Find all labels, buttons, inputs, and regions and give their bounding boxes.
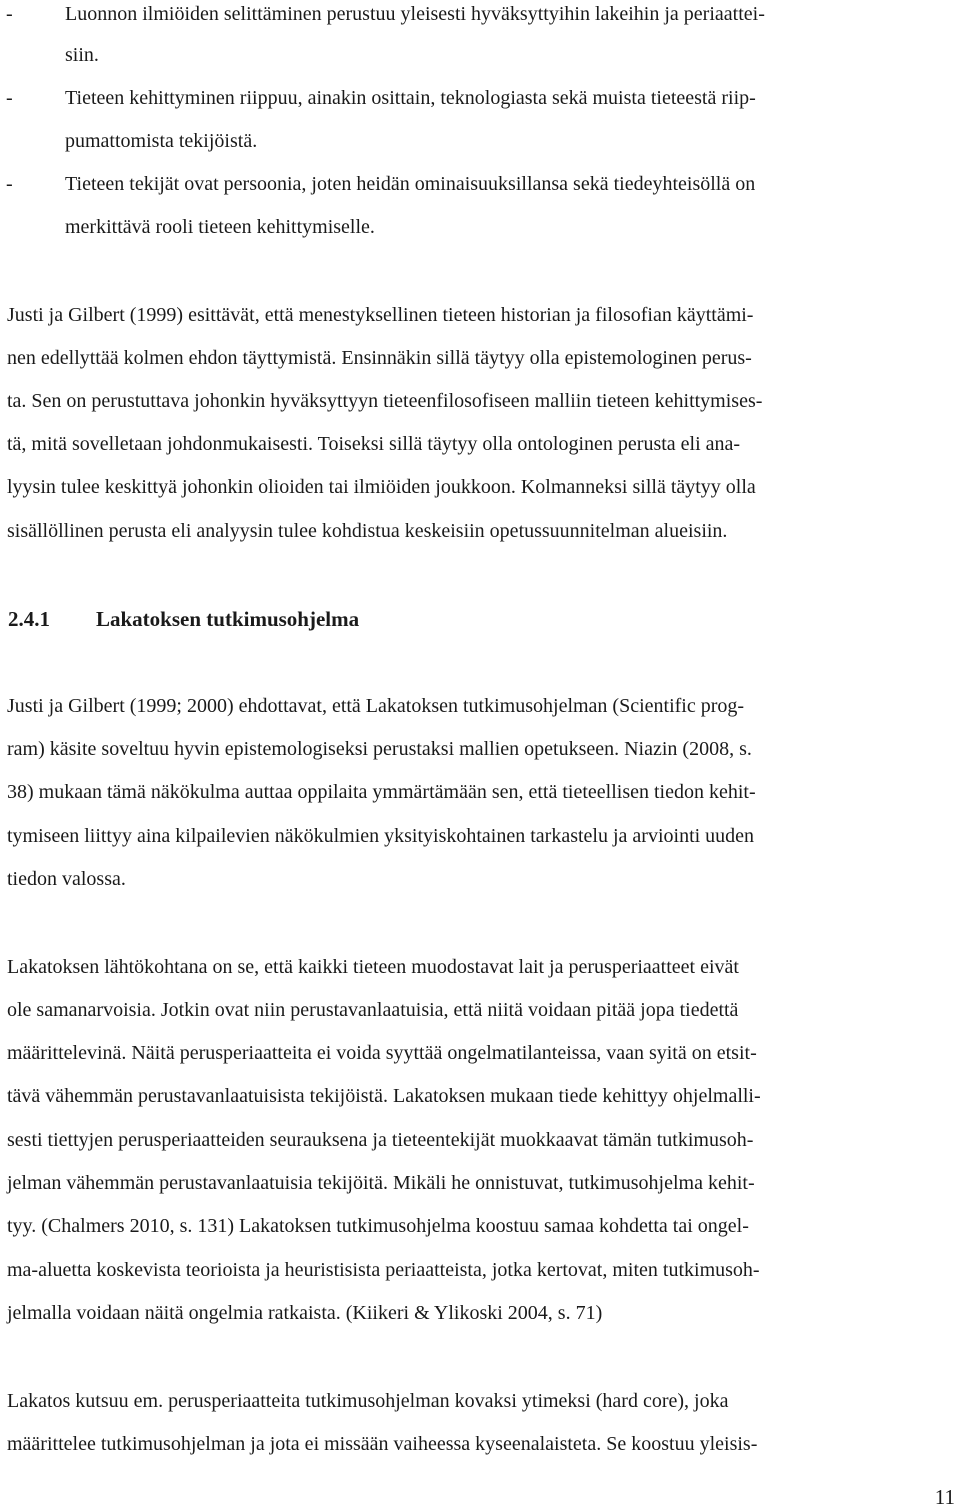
paragraph-line: ma-aluetta koskevista teorioista ja heuristisista periaatteista, jotka kertovat, miten tutkimusoh-: [7, 1259, 760, 1281]
paragraph-line: sisällöllinen perusta eli analyysin tulee kohdistua keskeisiin opetussuunnitelman alueisiin.: [7, 520, 728, 542]
paragraph-line: jelmalla voidaan näitä ongelmia ratkaista. (Kiikeri & Ylikoski 2004, s. 71): [7, 1302, 603, 1324]
paragraph-line: nen edellyttää kolmen ehdon täyttymistä. Ensinnäkin sillä täytyy olla epistemologinen perus-: [7, 347, 752, 369]
paragraph-line: Justi ja Gilbert (1999; 2000) ehdottavat, että Lakatoksen tutkimusohjelman (Scientific prog-: [7, 695, 745, 717]
paragraph-line: ole samanarvoisia. Jotkin ovat niin perustavanlaatuisia, että niitä voidaan pitää jopa tiedettä: [7, 999, 739, 1021]
paragraph-line: Justi ja Gilbert (1999) esittävät, että menestyksellinen tieteen historian ja filosofian käyttämi-: [7, 304, 754, 326]
paragraph-line: sesti tiettyjen perusperiaatteiden seurauksena ja tieteentekijät muokkaavat tämän tutkimusoh-: [7, 1129, 754, 1151]
paragraph-line: jelman vähemmän perustavanlaatuisia tekijöitä. Mikäli he onnistuvat, tutkimusohjelma kehit-: [7, 1172, 755, 1194]
section-heading: [8, 606, 359, 632]
paragraph-line: 38) mukaan tämä näkökulma auttaa oppilaita ymmärtämään sen, että tieteellisen tiedon kehit-: [7, 781, 756, 803]
section-number: 2.4.1: [8, 607, 50, 631]
paragraph-line: määrittelee tutkimusohjelman ja jota ei missään vaiheessa kyseenalaisteta. Se koostuu yleisis-: [7, 1433, 758, 1455]
bullet-3-line-2: merkittävä rooli tieteen kehittymiselle.: [65, 216, 375, 238]
bullet-1-line-2: siin.: [65, 44, 99, 66]
paragraph-line: tä, mitä sovelletaan johdonmukaisesti. Toiseksi sillä täytyy olla ontologinen perusta eli ana-: [7, 433, 741, 455]
page-number: 11: [934, 1485, 955, 1509]
bullet-3-line-1: Tieteen tekijät ovat persoonia, joten heidän ominaisuuksillansa sekä tiedeyhteisöllä on: [65, 173, 756, 195]
paragraph-line: tiedon valossa.: [7, 868, 126, 890]
paragraph-line: ram) käsite soveltuu hyvin epistemologiseksi perustaksi mallien opetukseen. Niazin (2008, s.: [7, 738, 752, 760]
paragraph-line: määrittelevinä. Näitä perusperiaatteita ei voida syyttää ongelmatilanteissa, vaan syitä on etsit-: [7, 1042, 757, 1064]
paragraph-line: tyy. (Chalmers 2010, s. 131) Lakatoksen tutkimusohjelma koostuu samaa kohdetta tai ongel-: [7, 1215, 749, 1237]
paragraph-line: tävä vähemmän perustavanlaatuisista tekijöistä. Lakatoksen mukaan tiede kehittyy ohjelmalli-: [7, 1085, 761, 1107]
paragraph-line: ta. Sen on perustuttava johonkin hyväksyttyyn tieteenfilosofiseen malliin tieteen kehittymises-: [7, 390, 763, 412]
bullet-2-line-1: Tieteen kehittyminen riippuu, ainakin osittain, teknologiasta sekä muista tieteestä riip-: [65, 87, 756, 109]
bullet-dash: -: [6, 3, 13, 25]
bullet-dash: -: [6, 173, 13, 195]
bullet-dash: -: [6, 87, 13, 109]
paragraph-line: tymiseen liittyy aina kilpailevien näkökulmien yksityiskohtainen tarkastelu ja arviointi uuden: [7, 825, 755, 847]
paragraph-line: Lakatos kutsuu em. perusperiaatteita tutkimusohjelman kovaksi ytimeksi (hard core), joka: [7, 1390, 729, 1412]
bullet-1-line-1: Luonnon ilmiöiden selittäminen perustuu yleisesti hyväksyttyihin lakeihin ja periaattei-: [65, 3, 765, 25]
bullet-2-line-2: pumattomista tekijöistä.: [65, 130, 258, 152]
paragraph-line: lyysin tulee keskittyä johonkin olioiden tai ilmiöiden joukkoon. Kolmanneksi sillä täytyy olla: [7, 476, 756, 498]
section-title: Lakatoksen tutkimusohjelma: [96, 607, 360, 631]
paragraph-line: Lakatoksen lähtökohtana on se, että kaikki tieteen muodostavat lait ja perusperiaatteet eivät: [7, 956, 739, 978]
